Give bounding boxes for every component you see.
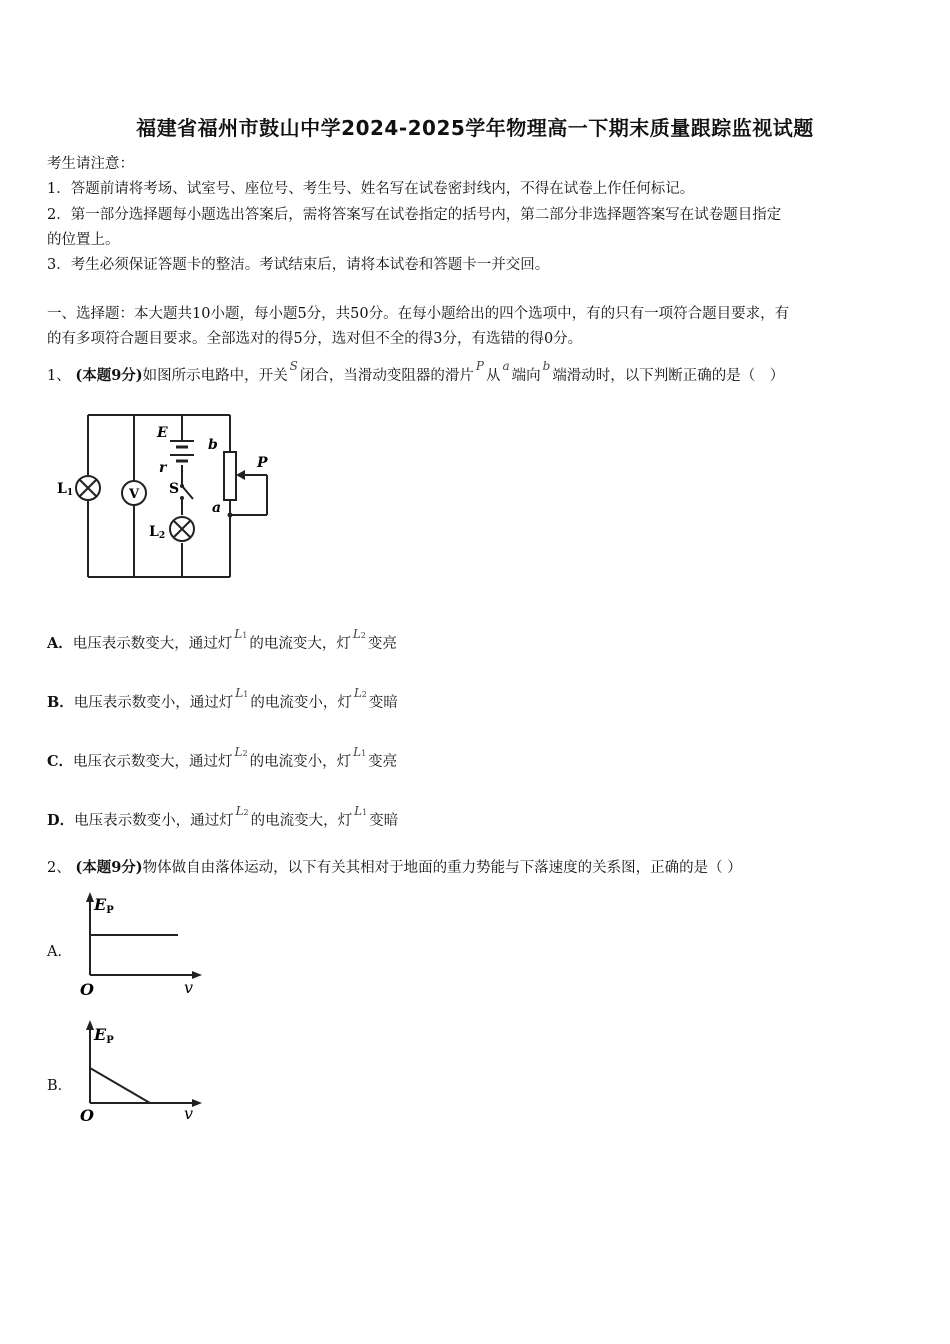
circuit-label-l1: L1 — [57, 481, 74, 498]
voltmeter — [122, 481, 146, 505]
q2a-xlabel: v — [184, 978, 194, 997]
circuit-label-b: b — [208, 437, 218, 453]
q1-var-p: P — [475, 359, 484, 373]
q1-var-s: S — [289, 359, 298, 373]
circuit-diagram — [45, 405, 285, 595]
q2-text: 物体做自由落体运动，以下有关其相对于地面的重力势能与下落速度的关系图，正确的是（ ） — [142, 860, 742, 876]
circuit-label-p: P — [257, 455, 268, 471]
q2-option-b-label[interactable]: B． — [47, 1078, 73, 1094]
question-2 — [47, 856, 742, 877]
circuit-label-s: S — [169, 481, 180, 497]
q1-text-1: 如图所示电路中，开关 — [142, 368, 288, 384]
section-intro-1: 一、选择题：本大题共10小题，每小题5分，共50分。在每小题给出的四个选项中，有的只有一项符合题目要求，有 — [47, 306, 790, 322]
lamp-l2 — [170, 517, 194, 541]
q1-option-b[interactable]: B．电压表示数变小，通过灯$^{L1}$的电流变小，灯$^{L2}$变暗 — [47, 686, 398, 711]
q2b-ylabel: EP — [94, 1025, 114, 1046]
q1-var-b: b — [542, 359, 551, 373]
q1-var-a: a — [502, 359, 510, 373]
q2-score: (本题9分) — [75, 859, 143, 876]
q2a-origin: O — [80, 980, 94, 999]
q2-option-b-graph — [76, 1018, 206, 1128]
page-title: 福建省福州市鼓山中学2024-2025学年物理高一下期末质量跟踪监视试题 — [136, 116, 814, 140]
notice-heading: 考生请注意： — [47, 156, 134, 172]
q1-option-c[interactable]: C．电压衣示数变大，通过灯$^{L2}$的电流变小，灯$^{L1}$变亮 — [47, 745, 398, 770]
q2-option-a-graph — [76, 890, 206, 1000]
notice-item-2-cont: 的位置上。 — [47, 232, 120, 248]
q1-text-5: 端滑动时，以下判断正确的是（ ） — [552, 368, 785, 384]
q1-text-3: 从 — [485, 368, 501, 384]
lamp-l1 — [76, 476, 100, 500]
circuit-label-e: E — [157, 425, 168, 441]
q2-option-a-label[interactable]: A． — [47, 944, 72, 960]
notice-item-1: 1．答题前请将考场、试室号、座位号、考生号、姓名写在试卷密封线内，不得在试卷上作任何标记。 — [47, 181, 695, 197]
q2b-xlabel: v — [184, 1104, 194, 1123]
q2a-ylabel: EP — [94, 895, 114, 916]
q1-text-2: 闭合，当滑动变阻器的滑片 — [299, 368, 474, 384]
section-intro-2: 的有多项符合题目要求。全部选对的得5分，选对但不全的得3分，有选错的得0分。 — [47, 331, 583, 347]
circuit-label-a: a — [212, 500, 222, 516]
q1-option-d[interactable]: D．电压表示数变小，通过灯$^{L2}$的电流变大，灯$^{L1}$变暗 — [47, 804, 399, 829]
notice-item-2: 2．第一部分选择题每小题选出答案后，需将答案写在试卷指定的括号内，第二部分非选择题答案写在试卷题目指定 — [47, 207, 782, 223]
q1-text-4: 端向 — [511, 368, 541, 384]
question-1 — [47, 359, 785, 385]
q1-number: 1、 — [47, 368, 71, 384]
q2-number: 2、 — [47, 860, 71, 876]
notice-item-3: 3．考生必须保证答题卡的整洁。考试结束后，请将本试卷和答题卡一并交回。 — [47, 257, 550, 273]
circuit-label-l2: L2 — [149, 524, 166, 541]
q1-option-a[interactable]: A．电压表示数变大，通过灯$^{L1}$的电流变大，灯$^{L2}$变亮 — [47, 627, 397, 652]
q1-score: (本题9分) — [75, 367, 143, 384]
q2b-origin: O — [80, 1106, 94, 1125]
voltmeter-label: V — [128, 487, 140, 502]
circuit-label-r: r — [159, 460, 167, 476]
